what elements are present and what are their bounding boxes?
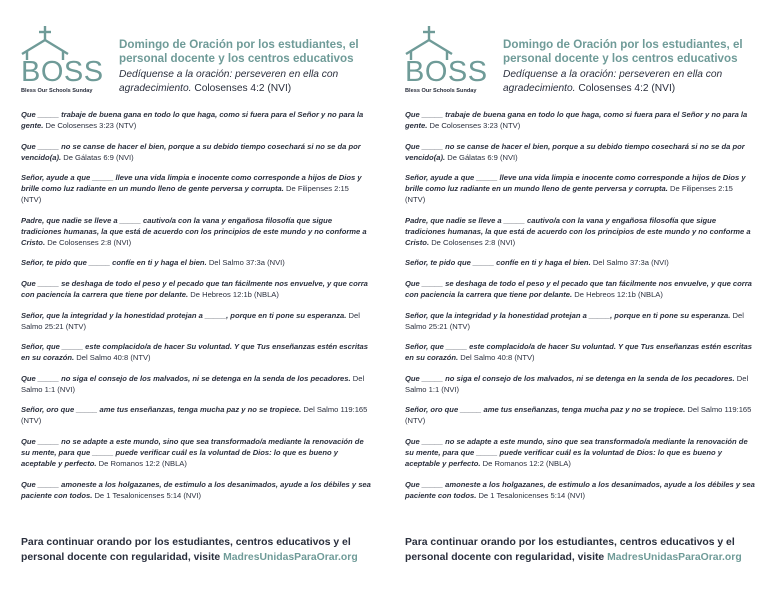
prayer-item xyxy=(21,436,371,469)
prayer-reference: Del Salmo 40:8 (NTV) xyxy=(460,353,535,363)
prayer-text: Señor, que _____ este complacido/a de hacer Su voluntad. Y que Tus enseñanzas estén escritas en su corazón. xyxy=(21,342,368,363)
prayer-text: Señor, ayude a que _____ lleve una vida limpia e inocente como corresponde a hijos de Dios y brille como luz radiante en un mundo lleno de gente perversa y corrupta. xyxy=(405,173,746,194)
card-subtitle xyxy=(503,68,761,95)
prayer-item xyxy=(21,310,371,332)
prayer-text: Que _____ no se adapte a este mundo, sino que sea transformado/a mediante la renovación de su mente, para que _____ puede verificar cuál es la voluntad de Dios: lo que es bueno y aceptable y perfecto. xyxy=(21,436,364,468)
prayer-reference: De Romanos 12:2 (NBLA) xyxy=(98,458,187,468)
prayer-text: Que _____ se deshaga de todo el peso y el pecado que tan fácilmente nos envuelve, y que corra con paciencia la carrera que tiene por delante. xyxy=(21,278,368,299)
logo-wordmark: BOSS xyxy=(405,56,488,88)
prayer-reference: De 1 Tesalonicenses 5:14 (NVI) xyxy=(94,490,202,500)
boss-logo xyxy=(19,24,103,100)
prayer-item xyxy=(405,404,755,426)
footer-text: Para continuar orando por los estudiantes, centros educativos y el personal docente con regularidad, visite xyxy=(21,537,351,563)
prayer-reference: Del Salmo 1:1 (NVI) xyxy=(405,373,749,394)
prayer-item xyxy=(405,257,755,268)
prayer-text: Que _____ amoneste a los holgazanes, de estimulo a los desanimados, ayude a los débiles y sea paciente con todos. xyxy=(405,479,755,500)
footer-url-link[interactable]: MadresUnidasParaOrar.org xyxy=(223,552,358,563)
prayer-text: Señor, que la integridad y la honestidad protejan a _____, porque en ti pone su esperanza. xyxy=(21,310,347,320)
prayer-text: Que _____ se deshaga de todo el peso y el pecado que tan fácilmente nos envuelve, y que corra con paciencia la carrera que tiene por delante. xyxy=(405,278,752,299)
card-subtitle xyxy=(119,68,377,95)
prayer-reference: De Gálatas 6:9 (NVI) xyxy=(447,152,518,162)
prayer-reference: De Colosenses 3:23 (NTV) xyxy=(45,121,137,130)
prayer-text: Señor, te pido que _____ confíe en ti y haga el bien. xyxy=(405,258,591,268)
prayer-item xyxy=(405,373,755,395)
prayer-list xyxy=(21,109,371,510)
prayer-item xyxy=(21,278,371,300)
prayer-text: Que _____ no siga el consejo de los malvados, ni se detenga en la senda de los pecadores. xyxy=(21,373,351,383)
prayer-card xyxy=(384,0,768,594)
card-footer xyxy=(405,535,755,565)
prayer-reference: De Romanos 12:2 (NBLA) xyxy=(482,458,571,468)
prayer-reference: De Hebreos 12:1b (NBLA) xyxy=(190,289,279,299)
prayer-reference: Del Salmo 25:21 (NTV) xyxy=(405,310,744,331)
prayer-text: Padre, que nadie se lleve a _____ cautivo/a con la vana y engañosa filosofía que sigue tradiciones humanas, la que está de acuerdo con los principios de este mundo y no conforme a Cristo. xyxy=(21,215,367,247)
prayer-reference: Del Salmo 37:3a (NVI) xyxy=(208,258,285,268)
prayer-text: Que _____ no siga el consejo de los malvados, ni se detenga en la senda de los pecadores. xyxy=(405,373,735,383)
prayer-item xyxy=(405,479,755,501)
prayer-text: Señor, oro que _____ ame tus enseñanzas, tenga mucha paz y no se tropiece. xyxy=(405,405,686,415)
prayer-list xyxy=(405,109,755,510)
prayer-text: Que _____ no se canse de hacer el bien, porque a su debido tiempo cosechará si no se da por vencido(a). xyxy=(405,141,745,162)
prayer-item xyxy=(21,109,371,131)
footer-text: Para continuar orando por los estudiantes, centros educativos y el personal docente con regularidad, visite xyxy=(405,537,735,563)
prayer-reference: De Gálatas 6:9 (NVI) xyxy=(63,152,134,162)
prayer-reference: Del Salmo 25:21 (NTV) xyxy=(21,310,360,331)
subtitle-verse: Dedíquense a la oración: perseveren en ella con agradecimiento. xyxy=(119,69,339,94)
prayer-text: Señor, ayude a que _____ lleve una vida limpia e inocente como corresponde a hijos de Dios y brille como luz radiante en un mundo lleno de gente perversa y corrupta. xyxy=(21,173,362,194)
logo-tagline: Bless Our Schools Sunday xyxy=(21,88,93,94)
prayer-item xyxy=(405,341,755,363)
prayer-item xyxy=(405,310,755,332)
boss-logo xyxy=(403,24,487,100)
prayer-item xyxy=(21,141,371,163)
prayer-item xyxy=(405,141,755,163)
card-title: Domingo de Oración por los estudiantes, el personal docente y los centros educativos xyxy=(119,38,359,65)
prayer-item xyxy=(405,109,755,131)
prayer-item xyxy=(21,373,371,395)
subtitle-reference: Colosenses 4:2 (NVI) xyxy=(194,82,292,94)
prayer-text: Señor, te pido que _____ confíe en ti y haga el bien. xyxy=(21,258,207,268)
footer-url-link[interactable]: MadresUnidasParaOrar.org xyxy=(607,552,742,563)
card-title: Domingo de Oración por los estudiantes, el personal docente y los centros educativos xyxy=(503,38,743,65)
prayer-text: Que _____ trabaje de buena gana en todo lo que haga, como si fuera para el Señor y no para la gente. xyxy=(21,110,364,130)
prayer-text: Padre, que nadie se lleve a _____ cautivo/a con la vana y engañosa filosofía que sigue tradiciones humanas, la que está de acuerdo con los principios de este mundo y no conforme a Cristo. xyxy=(405,215,751,247)
prayer-item xyxy=(405,172,755,205)
prayer-text: Que _____ no se adapte a este mundo, sino que sea transformado/a mediante la renovación de su mente, para que _____ puede verificar cuál es la voluntad de Dios: lo que es bueno y aceptable y perfecto. xyxy=(405,436,748,468)
prayer-text: Señor, oro que _____ ame tus enseñanzas, tenga mucha paz y no se tropiece. xyxy=(21,405,302,415)
prayer-text: Señor, que _____ este complacido/a de hacer Su voluntad. Y que Tus enseñanzas estén escritas en su corazón. xyxy=(405,342,752,363)
card-footer xyxy=(21,535,371,565)
prayer-reference: De Colosenses 3:23 (NTV) xyxy=(429,121,521,130)
prayer-reference: Del Salmo 40:8 (NTV) xyxy=(76,353,151,363)
prayer-reference: De Filipenses 2:15 (NTV) xyxy=(405,184,733,205)
prayer-item xyxy=(21,257,371,268)
prayer-text: Que _____ trabaje de buena gana en todo lo que haga, como si fuera para el Señor y no para la gente. xyxy=(405,110,748,130)
prayer-reference: Del Salmo 1:1 (NVI) xyxy=(21,373,365,394)
prayer-reference: Del Salmo 119:165 (NTV) xyxy=(21,405,368,426)
prayer-reference: De Hebreos 12:1b (NBLA) xyxy=(574,289,663,299)
prayer-item xyxy=(21,404,371,426)
prayer-reference: De 1 Tesalonicenses 5:14 (NVI) xyxy=(478,490,586,500)
prayer-item xyxy=(405,436,755,469)
prayer-item xyxy=(21,341,371,363)
prayer-reference: Del Salmo 119:165 (NTV) xyxy=(405,405,752,426)
prayer-reference: De Filipenses 2:15 (NTV) xyxy=(21,184,349,205)
logo-wordmark: BOSS xyxy=(21,56,104,88)
prayer-item xyxy=(21,215,371,248)
logo-tagline: Bless Our Schools Sunday xyxy=(405,88,477,94)
prayer-item xyxy=(21,479,371,501)
prayer-item xyxy=(21,172,371,205)
prayer-text: Que _____ amoneste a los holgazanes, de estimulo a los desanimados, ayude a los débiles y sea paciente con todos. xyxy=(21,479,371,500)
prayer-text: Señor, que la integridad y la honestidad protejan a _____, porque en ti pone su esperanza. xyxy=(405,310,731,320)
prayer-text: Que _____ no se canse de hacer el bien, porque a su debido tiempo cosechará si no se da por vencido(a). xyxy=(21,141,361,162)
prayer-item xyxy=(405,278,755,300)
prayer-reference: De Colosenses 2:8 (NVI) xyxy=(47,237,132,247)
subtitle-reference: Colosenses 4:2 (NVI) xyxy=(578,82,676,94)
subtitle-verse: Dedíquense a la oración: perseveren en ella con agradecimiento. xyxy=(503,69,723,94)
prayer-reference: Del Salmo 37:3a (NVI) xyxy=(592,258,669,268)
prayer-item xyxy=(405,215,755,248)
prayer-reference: De Colosenses 2:8 (NVI) xyxy=(431,237,516,247)
